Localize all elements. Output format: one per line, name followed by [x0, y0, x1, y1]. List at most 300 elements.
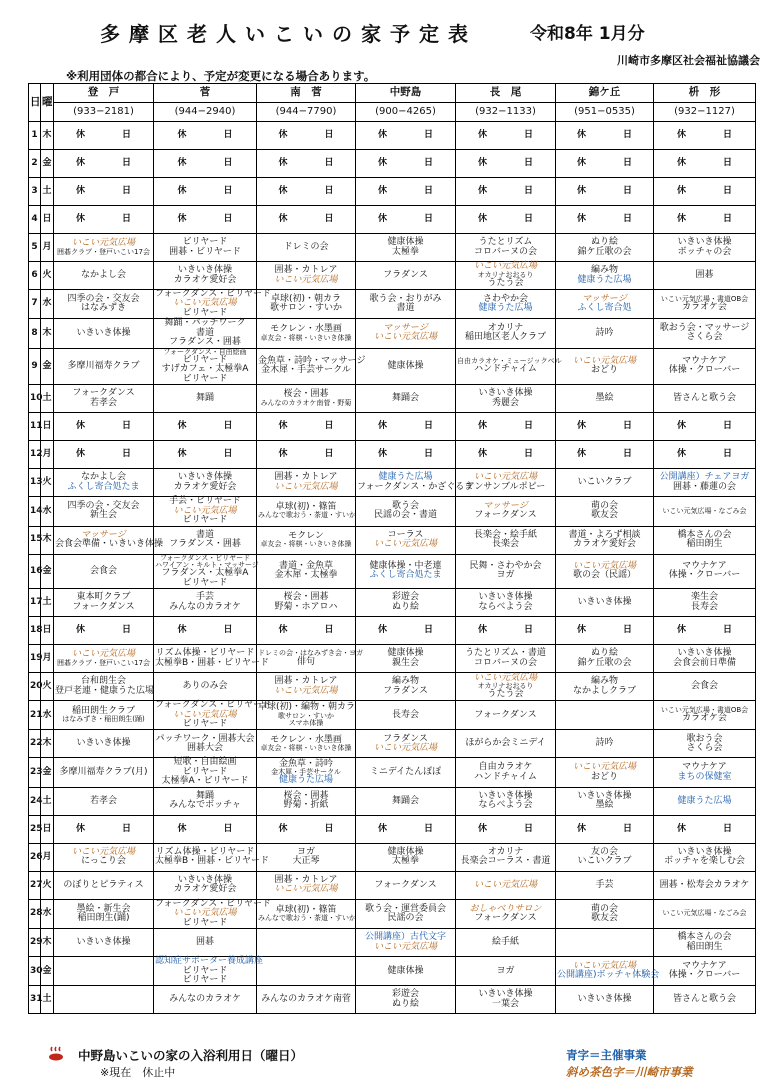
event-entry: 稲田朗生クラブ [71, 705, 135, 716]
holiday-label: 休 日 [278, 624, 348, 635]
day-number: 1 [29, 122, 41, 150]
schedule-cell [456, 673, 556, 701]
holiday-label: 休 日 [278, 421, 348, 432]
event-entry: ビリヤード [182, 965, 228, 976]
event-entry: 皆さんと歌う会 [672, 393, 736, 404]
event-entry: いこいクラブ [577, 477, 632, 488]
schedule-cell [456, 730, 556, 758]
holiday-cell [556, 122, 654, 150]
event-entry: 健康うた広場 [577, 274, 632, 285]
schedule-cell [654, 234, 756, 262]
holiday-label: 休 日 [177, 213, 247, 224]
event-entry: ほがらか会ミニデイ [465, 738, 546, 749]
day-number: 31 [29, 986, 41, 1014]
holiday-label: 休 日 [377, 185, 447, 196]
event-entry: 健康体操 [387, 237, 424, 248]
event-entry: マッサージ [483, 501, 528, 511]
schedule-cell [456, 871, 556, 899]
schedule-cell [54, 899, 154, 928]
event-entry: カラオケ会 [682, 302, 727, 313]
event-entry: フォークダンス [72, 388, 135, 399]
event-entry: さくら会 [686, 332, 723, 343]
schedule-cell [54, 730, 154, 758]
schedule-cell [654, 957, 756, 986]
schedule-cell [456, 787, 556, 815]
holiday-cell [356, 413, 456, 441]
day-row [29, 929, 756, 957]
event-entry: 会食会 [89, 565, 117, 576]
schedule-cell [356, 957, 456, 986]
schedule-cell [556, 262, 654, 290]
event-entry: いきいき体操 [577, 790, 632, 801]
day-number: 26 [29, 843, 41, 871]
event-entry: おどり [590, 365, 618, 376]
holiday-label: 休 日 [377, 157, 447, 168]
schedule-cell [556, 319, 654, 348]
event-entry: パッチワーク・囲碁大会 [155, 733, 255, 744]
holiday-label: 休 日 [477, 157, 547, 168]
event-entry: 囲碁大会 [186, 742, 223, 753]
weekday: 金 [41, 150, 54, 178]
event-entry: 台和朗生会 [80, 676, 126, 687]
holiday-cell [154, 413, 257, 441]
schedule-cell [356, 385, 456, 413]
schedule-cell [456, 986, 556, 1014]
holiday-cell [556, 206, 654, 234]
event-entry: いきいき体操 [478, 790, 533, 801]
event-entry: カラオケ会 [682, 713, 727, 724]
day-number: 20 [29, 673, 41, 701]
weekday: 金 [41, 348, 54, 385]
event-entry: 公開講座）古代文字 [364, 932, 446, 943]
schedule-cell [456, 526, 556, 554]
event-entry: いきいき体操 [677, 237, 732, 248]
schedule-cell [456, 469, 556, 497]
event-entry: いこい元気広場・なごみ会 [662, 506, 747, 515]
schedule-cell [54, 319, 154, 348]
event-entry: 囲碁・カトレア [274, 265, 338, 276]
schedule-cell [456, 234, 556, 262]
schedule-cell [356, 290, 456, 319]
holiday-cell [54, 617, 154, 645]
holiday-cell [456, 413, 556, 441]
weekday: 木 [41, 526, 54, 554]
event-entry: 橋本さんの会 [677, 932, 732, 943]
event-entry: 墨絵・新生会 [76, 903, 131, 914]
schedule-cell [456, 957, 556, 986]
event-entry: 四季の会・交友会 [67, 293, 140, 304]
holiday-cell [654, 815, 756, 843]
schedule-cell [257, 957, 356, 986]
event-entry: オカリナおおるり [477, 270, 534, 279]
schedule-cell [257, 701, 356, 730]
schedule-cell [556, 758, 654, 787]
event-entry: 稲田地区老人クラブ [464, 332, 546, 343]
event-entry: 体操・クローバー [668, 365, 741, 376]
event-entry: 歌の会（民謡） [572, 570, 636, 581]
event-entry: いこい元気広場 [572, 356, 636, 367]
schedule-table [28, 83, 756, 1014]
event-entry: ビリヤード [182, 354, 228, 365]
schedule-cell [556, 234, 654, 262]
event-entry: ありのみ会 [182, 680, 228, 691]
schedule-cell [654, 701, 756, 730]
schedule-cell [654, 871, 756, 899]
event-entry: 認知症サポーター養成講座 [155, 956, 264, 967]
holiday-label: 休 日 [477, 624, 547, 635]
schedule-cell [456, 899, 556, 928]
event-entry: マッサージ [81, 529, 126, 540]
schedule-cell [154, 986, 257, 1014]
event-entry: いきいき体操 [577, 596, 632, 607]
event-entry: ビリヤード [182, 515, 228, 526]
page-title: 多摩区老人いこいの家予定表 [100, 22, 477, 46]
schedule-cell [356, 469, 474, 497]
holiday-cell [54, 178, 154, 206]
schedule-cell [154, 730, 257, 758]
holiday-cell [456, 150, 556, 178]
holiday-label: 休 日 [278, 823, 348, 834]
schedule-cell [456, 589, 556, 617]
holiday-cell [257, 150, 356, 178]
weekday: 日 [41, 206, 54, 234]
event-entry: 橋本さんの会 [677, 529, 732, 540]
event-entry: 会食会 [690, 680, 718, 691]
event-entry: おどり [590, 771, 618, 782]
event-entry: 稲田朗生 [686, 539, 723, 550]
event-entry: いこい元気広場・書道OB会 [660, 705, 749, 714]
schedule-cell [54, 262, 154, 290]
event-entry: カラオケ愛好会 [573, 539, 636, 550]
holiday-cell [54, 206, 154, 234]
event-entry: 卓友会・将棋・いきいき体操 [260, 744, 352, 753]
event-entry: さくら会 [686, 742, 723, 753]
schedule-cell [356, 554, 456, 589]
schedule-cell [154, 234, 257, 262]
event-entry: いこい元気広場 [572, 560, 636, 571]
weekday: 月 [41, 645, 54, 673]
event-entry: 体操・クローバー [668, 570, 741, 581]
holiday-label: 休 日 [75, 129, 145, 140]
event-entry: いこい元気広場 [473, 672, 537, 683]
schedule-cell [654, 787, 756, 815]
day-row [29, 986, 756, 1014]
event-entry: 大正琴 [292, 856, 320, 867]
phone-row [29, 103, 756, 122]
event-entry: フラダンス・囲碁 [169, 539, 241, 550]
schedule-cell [356, 787, 456, 815]
event-entry: 稲田朗生 [686, 941, 723, 952]
holiday-label: 休 日 [576, 624, 646, 635]
schedule-cell [54, 673, 154, 701]
holiday-cell [356, 617, 456, 645]
holiday-label: 休 日 [377, 449, 447, 460]
event-entry: いきいき体操 [478, 592, 533, 603]
event-entry: 野菊・折紙 [283, 800, 329, 811]
day-number: 29 [29, 929, 41, 957]
house-name-minamisuge: 南 菅 [257, 84, 356, 103]
event-entry: みんなで歌おう・茶道・すいか [258, 913, 356, 922]
event-entry: 自由カラオケ [478, 762, 533, 773]
schedule-cell [556, 871, 654, 899]
weekday: 木 [41, 730, 54, 758]
event-entry: 桜会・囲碁 [283, 592, 329, 603]
day-row [29, 554, 756, 589]
event-entry: 書道・金魚草 [278, 560, 333, 571]
holiday-cell [154, 206, 257, 234]
schedule-cell [556, 957, 660, 986]
schedule-cell [154, 956, 264, 986]
schedule-cell [257, 929, 356, 957]
house-phone: (944−7790) [257, 103, 356, 122]
schedule-cell [654, 497, 756, 526]
schedule-cell [257, 787, 356, 815]
event-entry: 絵手紙 [491, 936, 519, 947]
schedule-cell [257, 899, 356, 928]
schedule-cell [356, 899, 456, 928]
event-entry: 一葉会 [491, 998, 519, 1009]
holiday-label: 休 日 [576, 449, 646, 460]
event-entry: 長寿会 [690, 601, 718, 612]
house-name-masugata: 枡 形 [654, 84, 756, 103]
schedule-cell [456, 385, 556, 413]
event-entry: 公開講座）チェアヨガ [659, 472, 750, 483]
event-entry: いこい元気広場 [473, 879, 537, 890]
event-entry: モクレン [288, 530, 324, 541]
event-entry: ミニデイたんぽぽ [369, 766, 442, 777]
event-entry: いこい元気広場・なごみ会 [662, 909, 747, 918]
hot-spring-icon [48, 1046, 64, 1062]
day-number: 14 [29, 497, 41, 526]
event-entry: 健康体操 [387, 648, 424, 659]
schedule-cell [154, 758, 257, 787]
event-entry: ビリヤード [182, 577, 228, 588]
holiday-label: 休 日 [576, 157, 646, 168]
schedule-cell [154, 645, 269, 673]
event-entry: 囲碁・カトレア [274, 472, 338, 483]
event-entry: はなみずき [80, 303, 126, 314]
event-entry: 健康体操 [387, 846, 424, 857]
event-entry: 囲碁・ビリヤード [169, 246, 241, 257]
event-entry: さわやか会 [482, 293, 528, 304]
weekday: 土 [41, 787, 54, 815]
event-entry: いこい元気広場 [373, 742, 437, 753]
holiday-cell [154, 815, 257, 843]
schedule-cell [257, 673, 356, 701]
weekday: 月 [41, 441, 54, 469]
event-entry: 囲碁・松寿会カラオケ [659, 879, 750, 890]
holiday-cell [654, 617, 756, 645]
event-entry: カラオケ愛好会 [173, 274, 237, 285]
schedule-cell [154, 348, 257, 385]
event-entry: いこい元気広場 [274, 274, 338, 285]
event-entry: ぬり絵 [391, 601, 419, 612]
schedule-cell [257, 843, 356, 871]
event-entry: 歌おう会・マッサージ [659, 323, 750, 334]
schedule-cell [456, 645, 556, 673]
event-entry: ヨガ [296, 846, 315, 857]
holiday-cell [257, 413, 356, 441]
weekday: 水 [41, 497, 54, 526]
event-entry: いこい元気広場 [274, 685, 338, 696]
schedule-cell [654, 758, 756, 787]
holiday-cell [556, 617, 654, 645]
event-entry: フォークダンス [474, 709, 537, 720]
schedule-cell [654, 469, 756, 497]
holiday-cell [154, 122, 257, 150]
event-entry: マッサージ [383, 323, 428, 334]
event-entry: 四季の会・交友会 [67, 501, 140, 511]
event-entry: フラダンス・囲碁 [169, 337, 241, 348]
day-number: 13 [29, 469, 41, 497]
day-number: 8 [29, 319, 41, 348]
holiday-label: 休 日 [377, 129, 447, 140]
day-number: 21 [29, 701, 41, 730]
event-entry: 編み物 [590, 676, 618, 687]
holiday-cell [356, 815, 456, 843]
schedule-cell [257, 319, 356, 348]
event-entry: みんなで歌おう・茶道・すいか [258, 511, 356, 520]
holiday-cell [356, 122, 456, 150]
event-entry: みんなでボッチャ [169, 800, 241, 811]
schedule-cell [54, 469, 154, 497]
day-row [29, 589, 756, 617]
day-row [29, 843, 756, 871]
schedule-cell [54, 589, 154, 617]
event-entry: 編み物 [391, 676, 419, 687]
holiday-cell [54, 413, 154, 441]
holiday-label: 休 日 [75, 449, 145, 460]
schedule-cell [356, 758, 456, 787]
event-entry: 金木犀・手芸サークル [271, 767, 341, 776]
holiday-label: 休 日 [676, 157, 746, 168]
schedule-cell [54, 645, 154, 673]
schedule-cell [456, 843, 556, 871]
holiday-label: 休 日 [676, 185, 746, 196]
schedule-cell [556, 929, 654, 957]
event-entry: フォークダンス・ビリヤード [155, 289, 272, 299]
house-phone: (932−1133) [456, 103, 556, 122]
event-entry: 太極拳B・囲碁・ビリヤード [155, 856, 269, 867]
schedule-cell [456, 701, 556, 730]
schedule-cell [654, 290, 756, 319]
weekday: 火 [41, 673, 54, 701]
holiday-cell [456, 178, 556, 206]
schedule-cell [654, 673, 756, 701]
house-phone: (951−0535) [556, 103, 654, 122]
event-entry: いこい元気広場 [473, 261, 537, 272]
event-entry: 舞踊会 [391, 393, 419, 404]
event-entry: にっこり会 [81, 856, 126, 867]
event-entry: いきいき体操 [76, 936, 131, 947]
legend-brown: 斜め茶色字＝川崎市事業 [566, 1065, 693, 1079]
schedule-cell [257, 348, 366, 385]
weekday: 木 [41, 929, 54, 957]
holiday-label: 休 日 [576, 129, 646, 140]
event-entry: 皆さんと歌う会 [672, 994, 736, 1005]
event-entry: 金木犀・手芸サークル [261, 365, 351, 376]
holiday-label: 休 日 [477, 823, 547, 834]
holiday-cell [456, 815, 556, 843]
event-entry: 歌う会 [391, 501, 419, 511]
holiday-cell [556, 413, 654, 441]
holiday-label: 休 日 [676, 624, 746, 635]
weekday: 火 [41, 262, 54, 290]
event-entry: ビリヤード [182, 766, 228, 777]
house-name-nagao: 長 尾 [456, 84, 556, 103]
schedule-cell [257, 730, 356, 758]
day-number: 11 [29, 413, 41, 441]
event-entry: 舞踊 [195, 790, 214, 801]
holiday-cell [356, 206, 456, 234]
event-entry: 歌サロン・すいか [278, 711, 334, 720]
event-entry: いこい元気広場 [373, 332, 437, 343]
schedule-cell [257, 645, 363, 673]
event-entry: 舞踊会 [391, 795, 419, 806]
event-entry: ビリヤード [182, 237, 228, 248]
holiday-cell [257, 815, 356, 843]
holiday-label: 休 日 [477, 213, 547, 224]
schedule-cell [154, 589, 257, 617]
holiday-cell [654, 441, 756, 469]
schedule-cell [654, 843, 756, 871]
weekday: 月 [41, 234, 54, 262]
event-entry: 野菊・ホアロハ [274, 601, 338, 612]
day-row [29, 957, 756, 986]
event-entry: いこい元気広場 [274, 481, 338, 492]
event-entry: 囲碁クラブ・登戸いこい17会 [57, 658, 150, 667]
event-entry: 登戸老連・健康うた広場 [55, 685, 155, 696]
day-row [29, 758, 756, 787]
house-phone: (900−4265) [356, 103, 456, 122]
holiday-label: 休 日 [177, 129, 247, 140]
schedule-cell [456, 319, 556, 348]
event-entry: ビリヤード [182, 307, 228, 318]
day-row [29, 122, 756, 150]
event-entry: マウナケア [682, 356, 727, 367]
holiday-label: 休 日 [177, 157, 247, 168]
house-name-nakanoshima: 中野島 [356, 84, 456, 103]
schedule-cell [154, 700, 272, 730]
event-entry: ボッチャの会 [677, 246, 732, 257]
event-entry: ヨガ [496, 965, 515, 976]
schedule-cell [154, 787, 257, 815]
event-entry: ドレミの会 [283, 241, 329, 252]
event-entry: 墨絵 [595, 800, 614, 811]
schedule-cell [54, 554, 154, 589]
event-entry: いこい元気広場 [173, 505, 237, 516]
schedule-cell [356, 319, 456, 348]
event-entry: 金魚草・詩吟 [278, 758, 333, 769]
schedule-cell [654, 899, 756, 928]
event-entry: 友の会 [590, 846, 618, 857]
holiday-label: 休 日 [676, 129, 746, 140]
event-entry: 太極拳 [391, 856, 419, 867]
schedule-cell [654, 986, 756, 1014]
holiday-label: 休 日 [576, 823, 646, 834]
event-entry: なかよし会 [80, 472, 126, 483]
event-entry: 健康うた広場 [478, 303, 533, 314]
schedule-cell [356, 234, 456, 262]
day-number: 19 [29, 645, 41, 673]
event-entry: 自由カラオケ・ミュージックベル [457, 357, 562, 366]
event-entry: 桜会・囲碁 [283, 790, 329, 801]
event-entry: 卓球(初)・篠笛 [275, 904, 337, 915]
weekday: 水 [41, 701, 54, 730]
event-entry: 長楽会 [491, 539, 519, 550]
event-entry: 舞踊 [195, 393, 214, 404]
event-entry: いきいき体操 [76, 738, 131, 749]
